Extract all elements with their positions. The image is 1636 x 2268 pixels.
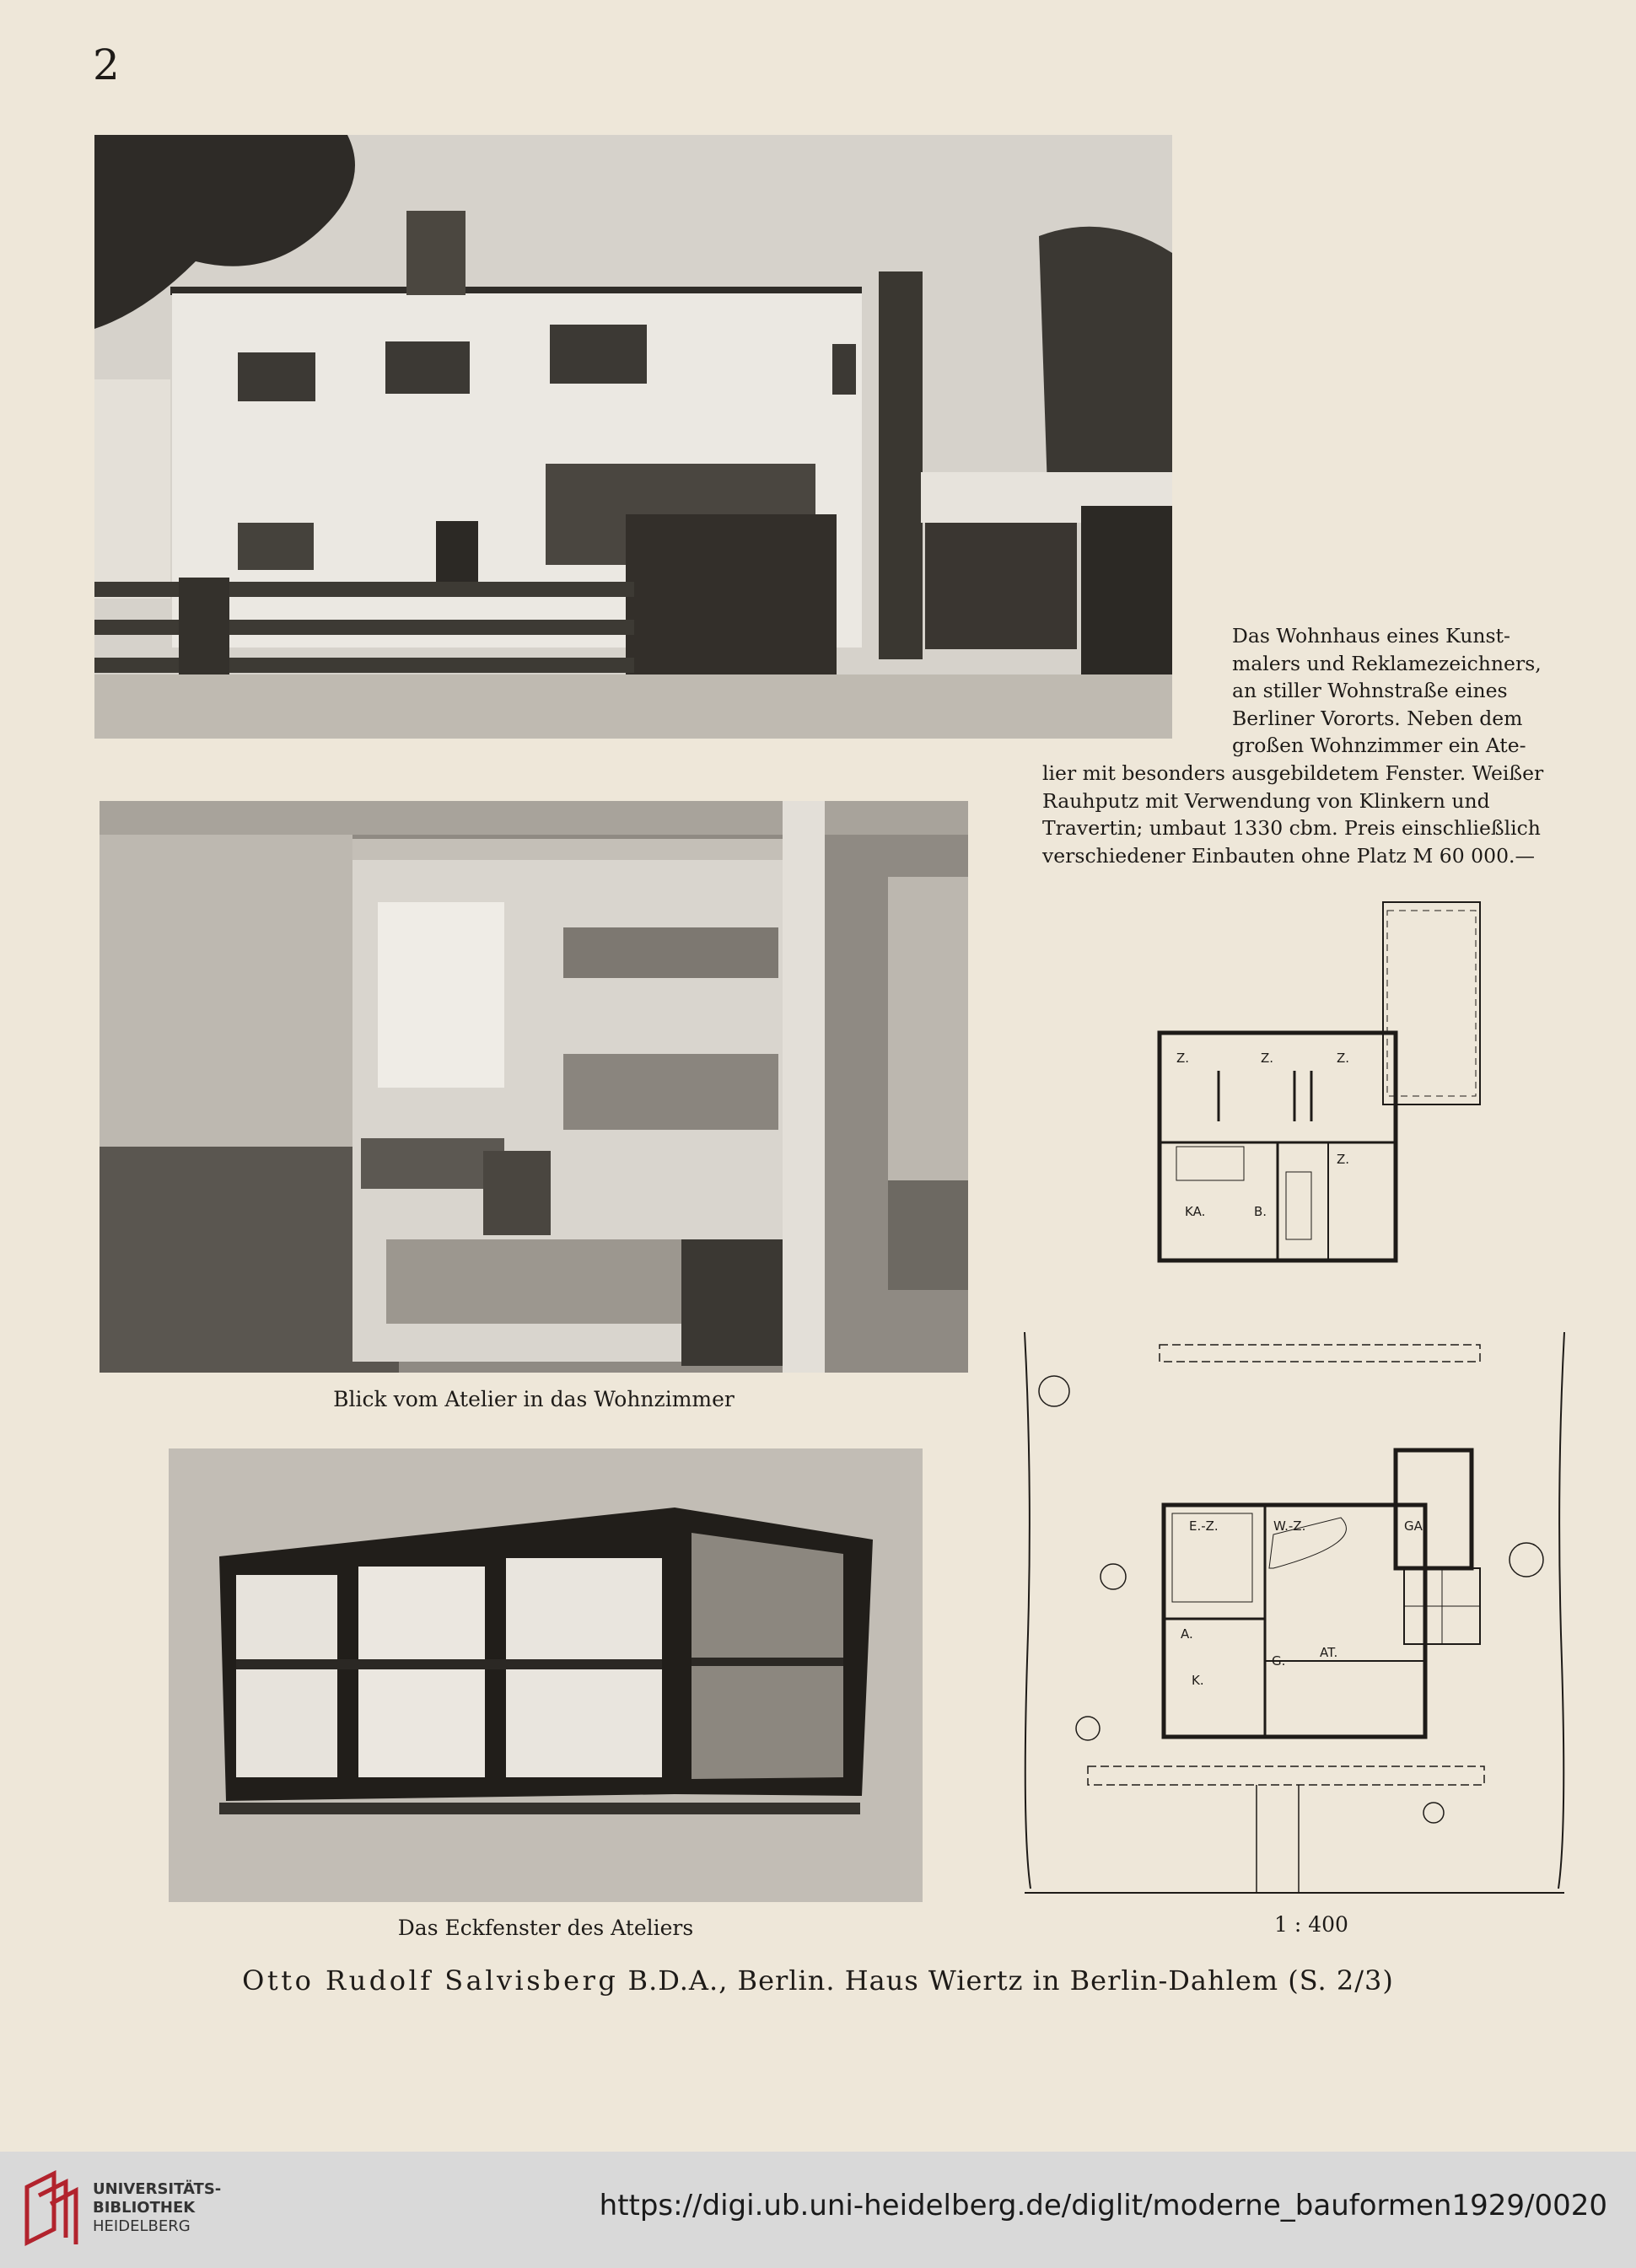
living-room-interior-photo <box>100 801 968 1373</box>
credit-rest: B.D.A., Berlin. Haus Wiertz in Berlin-Dahlem (S. 2/3) <box>627 1964 1394 1997</box>
library-name <box>93 2180 221 2236</box>
upper-room-label: Z. <box>1337 1152 1350 1167</box>
page-number: 2 <box>93 40 120 89</box>
description-line: verschiedener Einbauten ohne Platz M 60 000.— <box>1042 843 1536 868</box>
source-url-link[interactable]: https://digi.ub.uni-heidelberg.de/diglit/moderne_bauformen1929/0020 <box>599 2189 1607 2222</box>
description-line: an stiller Wohnstraße eines <box>1232 679 1508 703</box>
description-line: lier mit besonders ausgebildetem Fenster. Weißer <box>1042 760 1544 785</box>
upper-room-label: KA. <box>1185 1204 1206 1219</box>
description-line: großen Wohnzimmer ein Ate- <box>1232 734 1526 758</box>
ground-room-label: GA. <box>1404 1518 1427 1534</box>
ground-room-label: A. <box>1181 1626 1193 1642</box>
ground-room-label: AT. <box>1320 1645 1338 1660</box>
house-description <box>1042 622 1544 869</box>
description-line: malers und Reklamezeichners, <box>1232 651 1542 675</box>
interior-photo-caption: Blick vom Atelier in das Wohnzimmer <box>333 1387 735 1411</box>
description-line: Berliner Vororts. Neben dem <box>1232 706 1523 730</box>
ground-room-label: E.-Z. <box>1189 1518 1219 1534</box>
window-photo-caption: Das Eckfenster des Ateliers <box>397 1916 694 1940</box>
upper-room-label: Z. <box>1261 1051 1274 1066</box>
article-footer-credit <box>0 1964 1636 1997</box>
corner-window-photo <box>169 1448 923 1902</box>
upper-room-label: Z. <box>1176 1051 1190 1066</box>
upper-room-label: B. <box>1254 1204 1267 1219</box>
plan-scale-caption: 1 : 400 <box>1274 1912 1348 1937</box>
upper-room-label: Z. <box>1337 1051 1350 1066</box>
architect-name: Otto Rudolf Salvisberg <box>242 1964 619 1997</box>
upper-floor-plan <box>1151 894 1488 1269</box>
ground-floor-site-plan <box>1020 1324 1569 1897</box>
library-logo-icon <box>20 2170 81 2248</box>
description-line: Travertin; umbaut 1330 cbm. Preis einschließlich <box>1042 816 1541 841</box>
library-name-line: HEIDELBERG <box>93 2217 191 2235</box>
library-name-line: BIBLIOTHEK <box>93 2199 196 2217</box>
description-line: Das Wohnhaus eines Kunst- <box>1232 624 1510 648</box>
ground-room-label: G. <box>1272 1653 1286 1669</box>
ground-room-label: W.-Z. <box>1273 1518 1306 1534</box>
ground-room-label: K. <box>1192 1673 1204 1688</box>
house-exterior-photo <box>94 135 1172 739</box>
library-bar <box>0 2152 1636 2268</box>
description-line: Rauhputz mit Verwendung von Klinkern und <box>1042 788 1490 813</box>
library-name-line: UNIVERSITÄTS- <box>93 2180 222 2198</box>
